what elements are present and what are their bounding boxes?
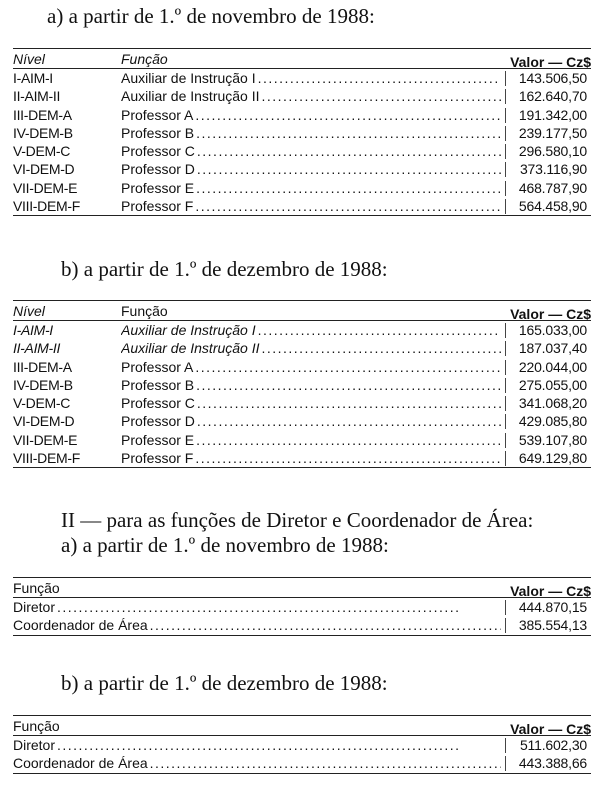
- cell-funcao-text: Professor B: [121, 376, 195, 393]
- cell-funcao-text: Professor C: [121, 395, 195, 412]
- cell-nivel: II-AIM-II: [13, 88, 61, 105]
- cell-nivel: VII-DEM-E: [13, 179, 78, 196]
- table-b2: [13, 715, 591, 774]
- table-row: [13, 321, 591, 339]
- cell-funcao: [121, 431, 501, 449]
- table-row: [13, 412, 591, 430]
- table-row: [13, 124, 591, 142]
- cell-valor: 444.870,15: [501, 598, 587, 616]
- cell-funcao: [121, 339, 501, 357]
- table-rows: [13, 598, 591, 635]
- section-b2-heading: b) a partir de 1.º de dezembro de 1988:: [61, 671, 388, 695]
- table-row: [13, 358, 591, 376]
- cell-funcao: [121, 197, 501, 215]
- header-funcao: Função: [13, 718, 60, 734]
- table-bottom-rule: [13, 773, 591, 774]
- table-row: [13, 736, 591, 754]
- cell-funcao: [121, 358, 501, 376]
- cell-funcao-text: Coordenador de Área: [13, 617, 148, 634]
- cell-funcao: [121, 69, 501, 87]
- cell-funcao-text: Professor C: [121, 143, 195, 160]
- table-row: [13, 754, 591, 772]
- cell-funcao-text: Professor A: [121, 358, 194, 375]
- table-a1: [13, 48, 591, 216]
- header-nivel: Nível: [13, 51, 45, 67]
- cell-funcao: [13, 616, 501, 634]
- cell-funcao-text: Professor D: [121, 413, 195, 430]
- table-header: [13, 301, 591, 320]
- cell-funcao-text: Professor F: [121, 450, 194, 467]
- cell-nivel: II-AIM-II: [13, 340, 61, 357]
- table-header: [13, 716, 591, 735]
- section-a1-heading: a) a partir de 1.º de novembro de 1988:: [47, 4, 375, 28]
- header-funcao: Função: [121, 51, 168, 67]
- cell-funcao-text: Professor B: [121, 124, 195, 141]
- table-bottom-rule: [13, 215, 591, 216]
- header-valor: Valor — Cz$: [510, 583, 591, 599]
- cell-valor: 296.580,10: [501, 142, 587, 160]
- cell-valor: 239.177,50: [501, 124, 587, 142]
- cell-funcao: [13, 754, 501, 772]
- section-b1-heading: b) a partir de 1.º de dezembro de 1988:: [61, 257, 388, 281]
- cell-valor: 187.037,40: [501, 339, 587, 357]
- cell-nivel: IV-DEM-B: [13, 376, 73, 393]
- cell-valor: 468.787,90: [501, 179, 587, 197]
- cell-nivel: VIII-DEM-F: [13, 198, 80, 215]
- section-a2-heading: a) a partir de 1.º de novembro de 1988:: [61, 533, 389, 557]
- cell-funcao-text: Professor E: [121, 431, 195, 448]
- table-row: [13, 431, 591, 449]
- cell-valor: 220.044,00: [501, 358, 587, 376]
- table-row: [13, 69, 591, 87]
- table-header: [13, 49, 591, 68]
- cell-funcao-text: Professor D: [121, 161, 195, 178]
- table-row: [13, 160, 591, 178]
- cell-funcao: [121, 394, 501, 412]
- table-row: [13, 449, 591, 467]
- cell-funcao-text: Auxiliar de Instrução II: [121, 340, 260, 357]
- cell-funcao-text: Coordenador de Área: [13, 755, 148, 772]
- cell-valor: 143.506,50: [501, 69, 587, 87]
- table-row: [13, 394, 591, 412]
- cell-valor: 275.055,00: [501, 376, 587, 394]
- table-rows: [13, 69, 591, 215]
- cell-valor: 162.640,70: [501, 87, 587, 105]
- cell-valor: 649.129,80: [501, 449, 587, 467]
- header-valor: Valor — Cz$: [510, 306, 591, 322]
- cell-funcao-text: Professor F: [121, 198, 194, 215]
- cell-nivel: VIII-DEM-F: [13, 450, 80, 467]
- header-funcao: Função: [13, 580, 60, 596]
- cell-nivel: VII-DEM-E: [13, 431, 78, 448]
- cell-nivel: IV-DEM-B: [13, 124, 73, 141]
- cell-valor: 191.342,00: [501, 106, 587, 124]
- table-row: [13, 197, 591, 215]
- cell-valor: 443.388,66: [501, 754, 587, 772]
- table-header: [13, 578, 591, 597]
- cell-valor: 564.458,90: [501, 197, 587, 215]
- cell-funcao-text: Diretor: [13, 737, 56, 753]
- cell-funcao-text: Auxiliar de Instrução I: [121, 70, 256, 86]
- cell-nivel: III-DEM-A: [13, 106, 72, 123]
- cell-valor: 165.033,00: [501, 321, 587, 339]
- cell-funcao: [121, 124, 501, 142]
- cell-funcao: [121, 179, 501, 197]
- cell-funcao-text: Professor E: [121, 179, 195, 196]
- table-row: [13, 339, 591, 357]
- table-b1: [13, 300, 591, 468]
- table-rows: [13, 321, 591, 467]
- cell-funcao: [121, 142, 501, 160]
- cell-funcao: [121, 106, 501, 124]
- cell-nivel: VI-DEM-D: [13, 413, 75, 430]
- table-bottom-rule: [13, 467, 591, 468]
- cell-funcao: [121, 160, 501, 178]
- table-row: [13, 179, 591, 197]
- cell-valor: 539.107,80: [501, 431, 587, 449]
- cell-funcao: [121, 376, 501, 394]
- cell-nivel: I-AIM-I: [13, 322, 53, 338]
- cell-funcao: [13, 736, 501, 754]
- cell-funcao-text: Professor A: [121, 106, 194, 123]
- cell-valor: 341.068,20: [501, 394, 587, 412]
- table-rows: [13, 736, 591, 773]
- cell-nivel: III-DEM-A: [13, 358, 72, 375]
- header-funcao: Função: [121, 303, 168, 319]
- cell-funcao: [121, 412, 501, 430]
- table-row: [13, 616, 591, 634]
- cell-valor: 385.554,13: [501, 616, 587, 634]
- table-bottom-rule: [13, 635, 591, 636]
- cell-funcao: [121, 87, 501, 105]
- cell-nivel: V-DEM-C: [13, 143, 71, 160]
- cell-valor: 429.085,80: [501, 412, 587, 430]
- cell-funcao-text: Auxiliar de Instrução II: [121, 88, 260, 105]
- cell-funcao-text: Auxiliar de Instrução I: [121, 322, 256, 338]
- cell-nivel: VI-DEM-D: [13, 161, 75, 178]
- header-valor: Valor — Cz$: [510, 721, 591, 737]
- cell-nivel: V-DEM-C: [13, 395, 71, 412]
- cell-valor: 373.116,90: [501, 160, 587, 178]
- table-row: [13, 87, 591, 105]
- cell-valor: 511.602,30: [501, 736, 587, 754]
- table-a2: [13, 577, 591, 636]
- cell-funcao: [121, 449, 501, 467]
- table-row: [13, 106, 591, 124]
- cell-funcao: [13, 598, 501, 616]
- cell-funcao-text: Diretor: [13, 599, 56, 615]
- header-nivel: Nível: [13, 303, 45, 319]
- table-row: [13, 142, 591, 160]
- cell-nivel: I-AIM-I: [13, 70, 53, 86]
- header-valor: Valor — Cz$: [510, 54, 591, 70]
- table-row: [13, 598, 591, 616]
- cell-funcao: [121, 321, 501, 339]
- part2-heading: II — para as funções de Diretor e Coordenador de Área:: [61, 508, 534, 532]
- table-row: [13, 376, 591, 394]
